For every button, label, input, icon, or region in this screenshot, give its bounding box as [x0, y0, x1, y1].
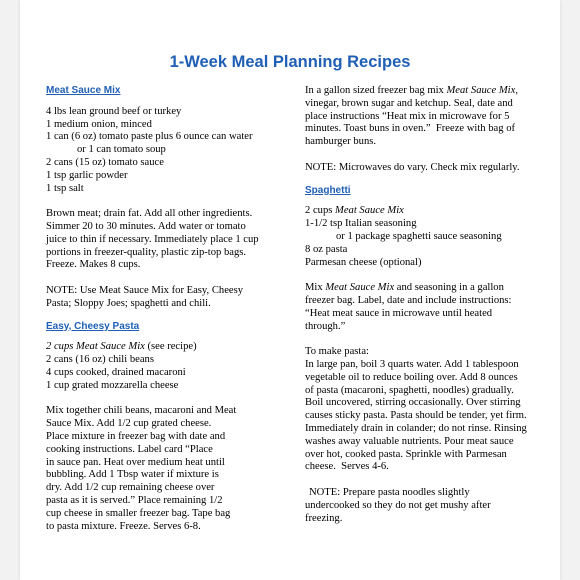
- left-column: [46, 85, 296, 533]
- ingredient-line: [305, 205, 555, 218]
- instruction-line: over hot, cooked pasta. Sprinkle with Parmesan: [305, 448, 507, 460]
- ingredient-rest: (see recipe): [144, 341, 197, 353]
- right-column: [305, 85, 555, 525]
- ingredient-line: 1 tsp garlic powder: [46, 169, 128, 181]
- ingredient-line: or 1 package spaghetti sauce seasoning: [336, 230, 502, 242]
- instruction-line: in sauce pan. Heat over medium heat until: [46, 456, 225, 468]
- instruction-line: place instructions “Heat mix in microwave for 5: [305, 110, 510, 122]
- note-line: NOTE: Microwaves do vary. Check mix regularly.: [305, 161, 520, 173]
- note-line: freezing.: [305, 512, 343, 524]
- mix-line: [305, 282, 555, 295]
- instruction-line: Mix together chili beans, macaroni and Meat: [46, 405, 237, 417]
- instruction-line: through.”: [305, 320, 346, 332]
- ingredient-line: 4 cups cooked, drained macaroni: [46, 366, 186, 378]
- ingredient-pre: 2 cups: [305, 205, 336, 217]
- ingredient-line: [46, 341, 296, 354]
- mix-post: and seasoning in a gallon: [394, 282, 504, 294]
- ingredient-line: 2 cans (16 oz) chili beans: [46, 354, 154, 366]
- ingredient-line: Parmesan cheese (optional): [305, 256, 422, 268]
- sloppy-intro-line: [305, 85, 555, 98]
- ingredient-italic: Meat Sauce Mix: [335, 205, 404, 217]
- instruction-line: causes sticky pasta. Pasta should be tender, yet firm.: [305, 410, 527, 422]
- instruction-line: Freeze. Makes 8 cups.: [46, 259, 141, 271]
- instruction-line: In large pan, boil 3 quarts water. Add 1 tablespoon: [305, 358, 519, 370]
- heading-meat-sauce-mix: Meat Sauce Mix: [46, 85, 121, 96]
- instruction-line: Brown meat; drain fat. Add all other ingredients.: [46, 208, 253, 220]
- ingredient-italic: 2 cups Meat Sauce Mix: [46, 341, 145, 353]
- instruction-line: Simmer 20 to 30 minutes. Add water or tomato: [46, 220, 246, 232]
- ingredient-line: 1-1/2 tsp Italian seasoning: [305, 218, 417, 230]
- instruction-line: juice to thin if necessary. Immediately place 1 cup: [46, 233, 259, 245]
- instruction-line: Place mixture in freezer bag with date and: [46, 430, 226, 442]
- sloppy-intro-post: ,: [515, 85, 518, 96]
- ingredient-line: 1 cup grated mozzarella cheese: [46, 379, 179, 391]
- instruction-line: of pasta (macaroni, spaghetti, noodles) gradually.: [305, 384, 514, 396]
- instruction-line: portions in freezer-quality, plastic zip-top bags.: [46, 246, 247, 258]
- ingredient-line: 1 tsp salt: [46, 182, 84, 194]
- ingredient-line: 8 oz pasta: [305, 243, 348, 255]
- instruction-line: freezer bag. Label, date and include instructions:: [305, 294, 512, 306]
- ingredient-line: 2 cans (15 oz) tomato sauce: [46, 156, 164, 168]
- instruction-line: cooking instructions. Label card “Place: [46, 443, 213, 455]
- mix-italic: Meat Sauce Mix: [325, 282, 395, 294]
- ingredient-line: or 1 can tomato soup: [77, 144, 166, 156]
- instruction-line: to pasta mixture. Freeze. Serves 6-8.: [46, 520, 201, 532]
- instruction-line: vegetable oil to reduce boiling over. Add 8 ounces: [305, 371, 518, 383]
- sloppy-intro-italic: Meat Sauce Mix: [446, 85, 516, 96]
- instruction-line: bubbling. Add 1 Tbsp water if mixture is: [46, 469, 219, 481]
- instruction-line: dry. Add 1/2 cup remaining cheese over: [46, 482, 215, 494]
- instruction-line: cup cheese in smaller freezer bag. Tape bag: [46, 507, 231, 519]
- instruction-line: Sauce Mix. Add 1/2 cup grated cheese.: [46, 418, 212, 430]
- note-line: Pasta; Sloppy Joes; spaghetti and chili.: [46, 297, 211, 309]
- make-pasta-heading: To make pasta:: [305, 346, 369, 358]
- note-line: NOTE: Use Meat Sauce Mix for Easy, Cheesy: [46, 284, 244, 296]
- note-line: undercooked so they do not get mushy after: [305, 499, 491, 511]
- instruction-line: hamburger buns.: [305, 136, 377, 148]
- instruction-line: vinegar, brown sugar and ketchup. Seal, date and: [305, 97, 513, 109]
- note-line: NOTE: Prepare pasta noodles slightly: [309, 486, 470, 498]
- instruction-line: washes away valuable nutrients. Pour meat sauce: [305, 435, 514, 447]
- heading-spaghetti: Spaghetti: [305, 184, 351, 196]
- sloppy-intro-pre: In a gallon sized freezer bag mix: [305, 85, 447, 96]
- page-title: 1-Week Meal Planning Recipes: [169, 53, 411, 71]
- instruction-line: Boil uncovered, stirring occasionally. Over stirring: [305, 397, 521, 409]
- ingredient-line: 1 medium onion, minced: [46, 118, 152, 130]
- mix-pre: Mix: [305, 282, 326, 294]
- heading-easy-cheesy-pasta: Easy, Cheesy Pasta: [46, 320, 140, 332]
- instruction-line: minutes. Toast buns in oven.” Freeze with bag of: [305, 123, 516, 135]
- instruction-line: cheese. Serves 4-6.: [305, 461, 389, 473]
- instruction-line: “Heat meat sauce in microwave until heated: [305, 307, 493, 319]
- instruction-line: pasta as it is served.” Place remaining 1/2: [46, 494, 223, 506]
- ingredient-line: 4 lbs lean ground beef or turkey: [46, 105, 182, 117]
- instruction-line: Immediately drain in colander; do not rinse. Rinsing: [305, 422, 527, 434]
- ingredient-line: 1 can (6 oz) tomato paste plus 6 ounce can water: [46, 131, 253, 143]
